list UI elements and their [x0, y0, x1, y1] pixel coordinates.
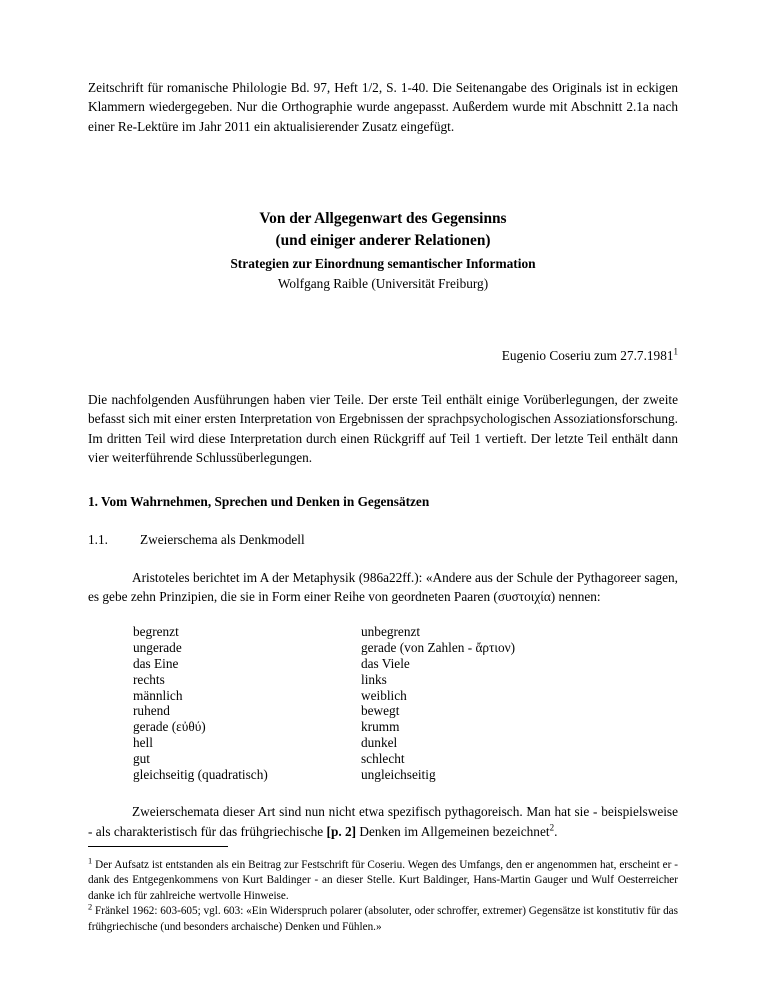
pair-left-term: hell [133, 735, 153, 751]
pair-right-term: unbegrenzt [361, 624, 421, 640]
footnote-1 [88, 858, 678, 904]
paragraph-part-3: . [554, 823, 558, 839]
footnote-2 [88, 904, 678, 935]
footnote-divider [88, 846, 228, 847]
intro-paragraph: Die nachfolgenden Ausführungen haben vier Teile. Der erste Teil enthält einige Vorüberlegungen, der zweite befasst sich mit einer ersten Interpretation von Ergebnissen der sprachpsychologischen Assoziationsforschung. Im dritten Teil wird diese Interpretation durch einen Rückgriff auf Teil 1 vertieft. Der letzte Teil enthält dann vier weiterführende Schlussüberlegungen. [88, 391, 678, 466]
subsection-title: Zweierschema als Denkmodell [140, 531, 305, 547]
paragraph-part-2: Denken im Allgemeinen bezeichnet [356, 823, 550, 839]
paper-title-line-2: (und einiger anderer Relationen) [275, 231, 491, 249]
pair-right-term: gerade (von Zahlen - ἄρτιον) [361, 640, 516, 656]
subsection-number: 1.1. [88, 531, 108, 547]
section-1-heading: 1. Vom Wahrnehmen, Sprechen und Denken in Gegensätzen [88, 493, 430, 509]
list-item [133, 719, 678, 735]
list-item [133, 672, 678, 688]
pair-left-term: gerade (εὐθύ) [133, 719, 206, 735]
list-item [133, 735, 678, 751]
dedication [88, 348, 678, 364]
footnote-1-text: Der Aufsatz ist entstanden als ein Beitrag zur Festschrift für Coseriu. Wegen des Umfangs, den er angenommen hat, erscheint er - dank des Entgegenkommens von Kurt Baldinger - an dieser Stelle. Kurt Baldinger, Hans-Martin Gauger und Wulf Oesterreicher danke ich für zahlreiche wertvolle Hinweise. [88, 859, 679, 902]
list-item [133, 624, 678, 640]
footnotes-block [88, 858, 678, 935]
pair-left-term: männlich [133, 687, 183, 703]
pair-left-term: gleichseitig (quadratisch) [133, 766, 268, 782]
list-item [133, 640, 678, 656]
pair-right-term: links [361, 671, 387, 687]
dedication-text: Eugenio Coseriu zum 27.7.1981 [501, 347, 674, 363]
paragraph-zweierschemata [88, 802, 678, 841]
source-headnote: Zeitschrift für romanische Philologie Bd. 97, Heft 1/2, S. 1-40. Die Seitenangabe des Originals ist in eckigen Klammern wiedergegeben. Nur die Orthographie wurde angepasst. Außerdem wurde mit Abschnitt 2.1a nach einer Re-Lektüre im Jahr 2011 ein aktualisierender Zusatz eingefügt. [88, 80, 678, 134]
paragraph-part-1: Zweierschemata dieser Art sind nun nicht etwa spezifisch pythagoreisch. Man hat sie - beispielsweise - als charakteristisch für das frühgriechische [88, 804, 678, 839]
footnote-1-marker: 1 [88, 856, 93, 866]
paragraph-aristoteles: Aristoteles berichtet im A der Metaphysik (986a22ff.): «Andere aus der Schule der Pythagoreer sagen, es gebe zehn Prinzipien, die sie in Form einer Reihe von geordneten Paaren (συστοιχία) nennen: [88, 569, 678, 604]
pair-right-term: bewegt [361, 703, 400, 719]
pair-right-term: das Viele [361, 655, 410, 671]
list-item [133, 656, 678, 672]
subsection-1-1 [88, 532, 678, 548]
pair-left-term: rechts [133, 671, 165, 687]
paper-subtitle: Strategien zur Einordnung semantischer Information [230, 255, 536, 271]
footnote-marker-2: 2 [549, 822, 555, 833]
footnote-2-text: Fränkel 1962: 603-605; vgl. 603: «Ein Widerspruch polarer (absoluter, oder schroffer, extremer) Gegensätze ist konstitutiv für das frühgriechische (und besonders archaische) Denken und Fühlen.» [88, 905, 678, 933]
list-item [133, 703, 678, 719]
list-item [133, 688, 678, 704]
title-block [88, 208, 678, 294]
dedication-footnote-marker: 1 [673, 346, 678, 357]
list-item [133, 767, 678, 783]
opposites-list [133, 624, 678, 782]
paper-author: Wolfgang Raible (Universität Freiburg) [277, 276, 489, 292]
pair-right-term: ungleichseitig [361, 766, 436, 782]
pair-right-term: dunkel [361, 735, 398, 751]
pair-left-term: gut [133, 750, 150, 766]
list-item [133, 751, 678, 767]
pair-right-term: schlecht [361, 750, 405, 766]
pair-right-term: weiblich [361, 687, 407, 703]
page-marker: [p. 2] [326, 823, 357, 839]
pair-left-term: begrenzt [133, 624, 179, 640]
pair-right-term: krumm [361, 719, 400, 735]
pair-left-term: das Eine [133, 655, 179, 671]
paper-title-line-1: Von der Allgegenwart des Gegensinns [259, 209, 507, 227]
pair-left-term: ruhend [133, 703, 170, 719]
footnote-2-marker: 2 [88, 902, 93, 912]
pair-left-term: ungerade [133, 640, 182, 656]
